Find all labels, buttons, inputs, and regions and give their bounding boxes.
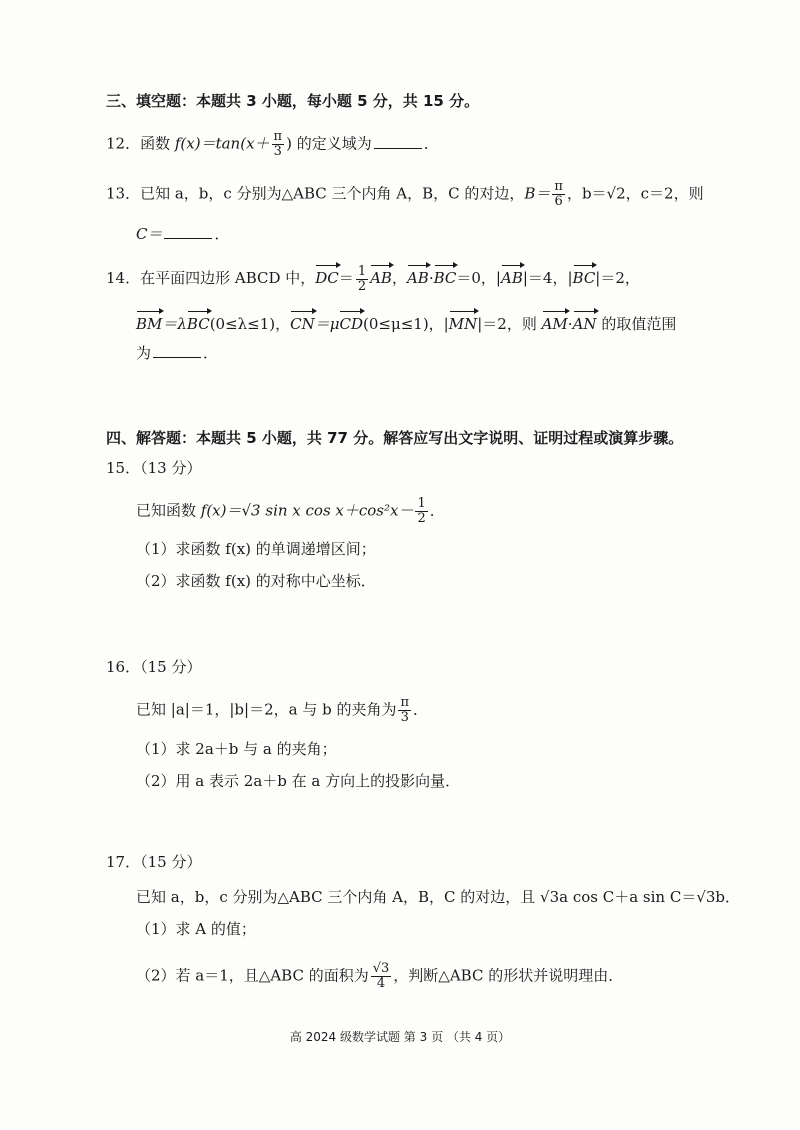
question-15-given: 已知函数 f(x)＝√3 sin x cos x＋cos²x－ $\frac{1}{2}$ ．: [136, 496, 445, 526]
question-15-header: [106, 457, 201, 479]
fraction: $\frac{\pi}{3}$: [400, 695, 410, 725]
section-3-heading: 三、填空题：本题共 3 小题，每小题 5 分，共 15 分。: [106, 92, 480, 110]
vector-mn: MN: [449, 310, 477, 335]
question-number: 14．: [106, 269, 141, 287]
question-number: 15．: [106, 459, 141, 477]
fraction: $\frac{1}{2}$: [417, 496, 426, 526]
question-16-part-2: （2）用 a 表示 2a＋b 在 a 方向上的投影向量．: [136, 772, 461, 790]
question-number: 17．: [106, 853, 141, 871]
vector-dc: DC: [315, 264, 339, 289]
question-number: 16．: [106, 658, 141, 676]
question-12: 12．函数 f(x)＝tan(x＋ $\frac{\pi}{3}$ ) 的定义域为 ．: [106, 129, 439, 159]
vector-cn: CN: [290, 310, 315, 335]
vector-cd: CD: [339, 310, 363, 335]
fraction: $\frac{1}{2}$: [357, 263, 367, 294]
vector-ab: AB: [407, 264, 429, 289]
vector-an: AN: [573, 310, 597, 335]
vector-bm: BM: [136, 310, 162, 335]
vector-ab: AB: [501, 264, 523, 289]
score: （15 分）: [140, 853, 202, 871]
question-14: 14．在平面四边形 ABCD 中，DC＝ $\frac{1}{2}$ AB，AB·BC＝0，|AB|＝4，|BC|＝2，: [106, 263, 640, 294]
vector-bc: BC: [434, 264, 457, 289]
score: （15 分）: [140, 658, 202, 676]
section-4-heading: 四、解答题：本题共 5 小题，共 77 分。解答应写出文字说明、证明过程或演算步骤。: [106, 429, 684, 447]
question-16-part-1: （1）求 2a＋b 与 a 的夹角；: [136, 740, 337, 758]
question-14-line-3: 为 ．: [136, 344, 219, 362]
question-number: 13．: [106, 184, 141, 203]
question-16-given: 已知 |a|＝1，|b|＝2，a 与 b 的夹角为 $\frac{\pi}{3}$ ．: [136, 695, 429, 725]
question-13-line-2: C＝ ．: [136, 225, 230, 243]
answer-blank: [164, 224, 212, 239]
score: （13 分）: [140, 459, 202, 477]
question-14-line-2: BM＝λBC(0≤λ≤1)，CN＝μCD(0≤μ≤1)，|MN|＝2，则 AM·AN 的取值范围: [136, 310, 676, 335]
question-16-header: [106, 656, 201, 678]
question-number: 12．: [106, 134, 141, 153]
page-footer: 高 2024 级数学试题 第 3 页 （共 4 页）: [289, 1030, 511, 1044]
vector-bc: BC: [187, 310, 210, 335]
fraction: $\frac{\pi}{6}$: [554, 179, 563, 209]
question-17-header: [106, 851, 201, 873]
answer-blank: [374, 134, 422, 149]
question-17-part-2: （2）若 a＝1，且△ABC 的面积为 $\frac{√3}{4}$ ，判断△ABC 的形状并说明理由．: [136, 961, 624, 991]
question-15-part-2: （2）求函数 f(x) 的对称中心坐标．: [136, 572, 376, 590]
fraction: $\frac{\pi}{3}$: [273, 129, 283, 159]
question-13: 13．已知 a，b，c 分别为△ABC 三个内角 A，B，C 的对边，B＝ $\frac{\pi}{6}$ ，b＝√2，c＝2，则: [106, 179, 704, 209]
question-17-given: 已知 a，b，c 分别为△ABC 三个内角 A，B，C 的对边，且 √3a cos C＋a sin C＝√3b．: [136, 888, 741, 906]
answer-blank: [153, 343, 201, 358]
fraction: $\frac{√3}{4}$: [372, 961, 390, 991]
question-17-part-1: （1）求 A 的值；: [136, 920, 256, 938]
vector-am: AM: [542, 310, 568, 335]
question-15-part-1: （1）求函数 f(x) 的单调递增区间；: [136, 540, 376, 558]
vector-ab: AB: [370, 264, 392, 289]
vector-bc: BC: [573, 264, 596, 289]
